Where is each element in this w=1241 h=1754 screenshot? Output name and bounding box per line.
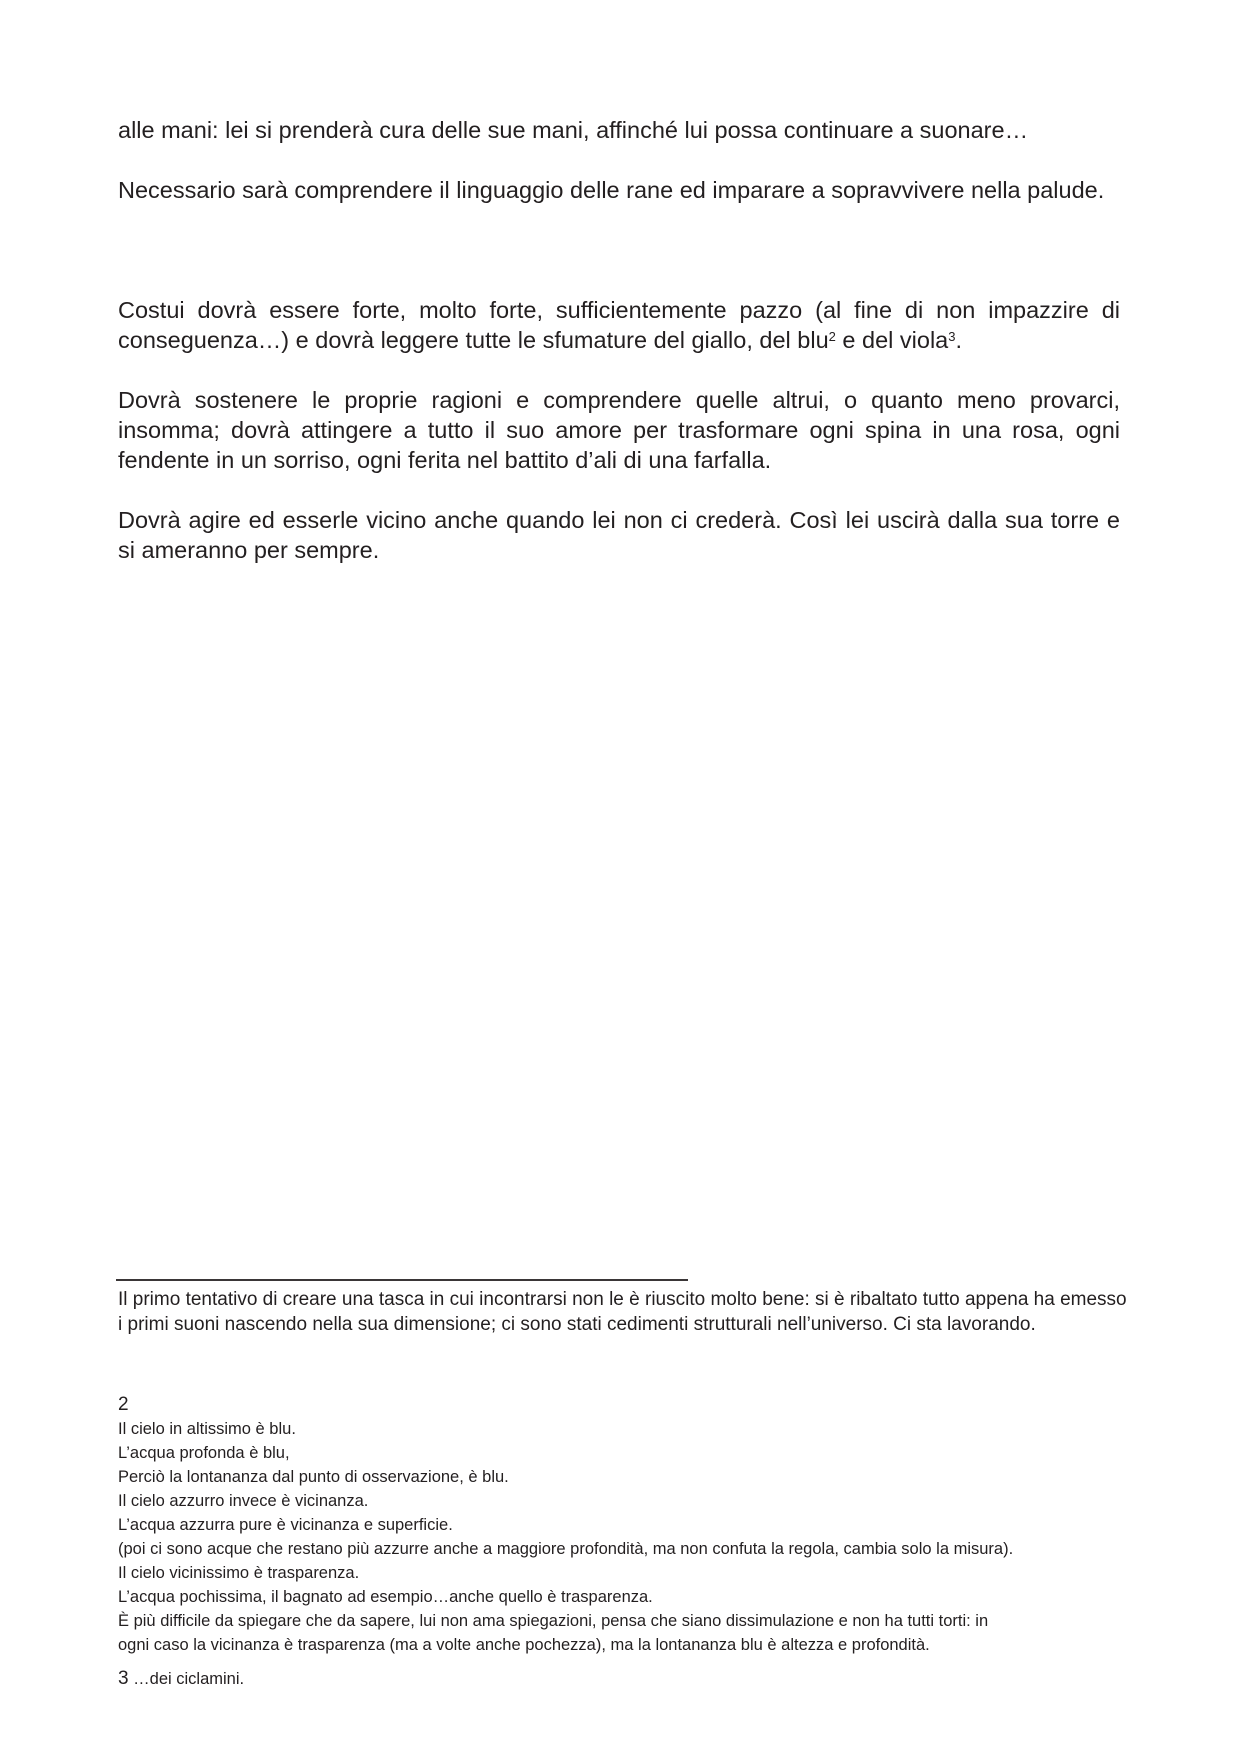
footnote-ref-2: 2 xyxy=(828,329,836,344)
footnote-2-line: L’acqua azzurra pure è vicinanza e superficie. xyxy=(118,1516,453,1534)
paragraph-3 xyxy=(118,295,1120,355)
footnote-2-line: (poi ci sono acque che restano più azzurre anche a maggiore profondità, ma non confuta la regola, cambia solo la misura). xyxy=(118,1540,1014,1558)
footnote-separator xyxy=(116,1279,688,1281)
footnote-2-line: ogni caso la vicinanza è trasparenza (ma a volte anche pochezza), ma la lontananza blu è altezza e profondità. xyxy=(118,1636,930,1654)
footnote-2-line: Il cielo in altissimo è blu. xyxy=(118,1420,296,1438)
paragraph-4: Dovrà sostenere le proprie ragioni e comprendere quelle altrui, o quanto meno provarci, insomma; dovrà attingere a tutto il suo amore per trasformare ogni spina in una rosa, ogni fendente in un sorriso, ogni ferita nel battito d’ali di una farfalla. xyxy=(118,387,1120,473)
footnote-1: Il primo tentativo di creare una tasca in cui incontrarsi non le è riuscito molto bene: si è ribaltato tutto appena ha emesso i primi suoni nascendo nella sua dimensione; ci sono stati cedimenti strutturali nell’universo. Ci sta lavorando. xyxy=(118,1289,1127,1335)
paragraph-5: Dovrà agire ed esserle vicino anche quando lei non ci crederà. Così lei uscirà dalla sua torre e si ameranno per sempre. xyxy=(118,507,1120,563)
paragraph-3-text-a: Costui dovrà essere forte, molto forte, sufficientemente pazzo (al fine di non impazzire di conseguenza…) e dovrà leggere tutte le sfumature del giallo, del blu xyxy=(118,297,1120,353)
footnote-2-number: 2 xyxy=(118,1394,129,1415)
footnote-2-line: L’acqua profonda è blu, xyxy=(118,1444,290,1462)
footnote-2-line: L’acqua pochissima, il bagnato ad esempio…anche quello è trasparenza. xyxy=(118,1588,653,1606)
footnote-3-text: …dei ciclamini. xyxy=(128,1670,245,1688)
footnote-ref-3: 3 xyxy=(948,329,956,344)
footnote-2-line: Il cielo azzurro invece è vicinanza. xyxy=(118,1492,369,1510)
paragraph-3-text-c: . xyxy=(955,327,963,353)
footnote-3 xyxy=(118,1667,244,1691)
paragraph-2: Necessario sarà comprendere il linguaggio delle rane ed imparare a sopravvivere nella palude. xyxy=(118,177,1105,203)
paragraph-1: alle mani: lei si prenderà cura delle sue mani, affinché lui possa continuare a suonare… xyxy=(118,117,1029,143)
footnote-2-line: Perciò la lontananza dal punto di osservazione, è blu. xyxy=(118,1468,509,1486)
footnote-3-number: 3 xyxy=(118,1668,129,1689)
footnote-2 xyxy=(118,1417,1128,1657)
footnote-2-line: È più difficile da spiegare che da sapere, lui non ama spiegazioni, pensa che siano dissimulazione e non ha tutti torti: in xyxy=(118,1612,989,1630)
paragraph-3-text-b: e del viola xyxy=(835,327,949,353)
footnote-2-line: Il cielo vicinissimo è trasparenza. xyxy=(118,1564,360,1582)
